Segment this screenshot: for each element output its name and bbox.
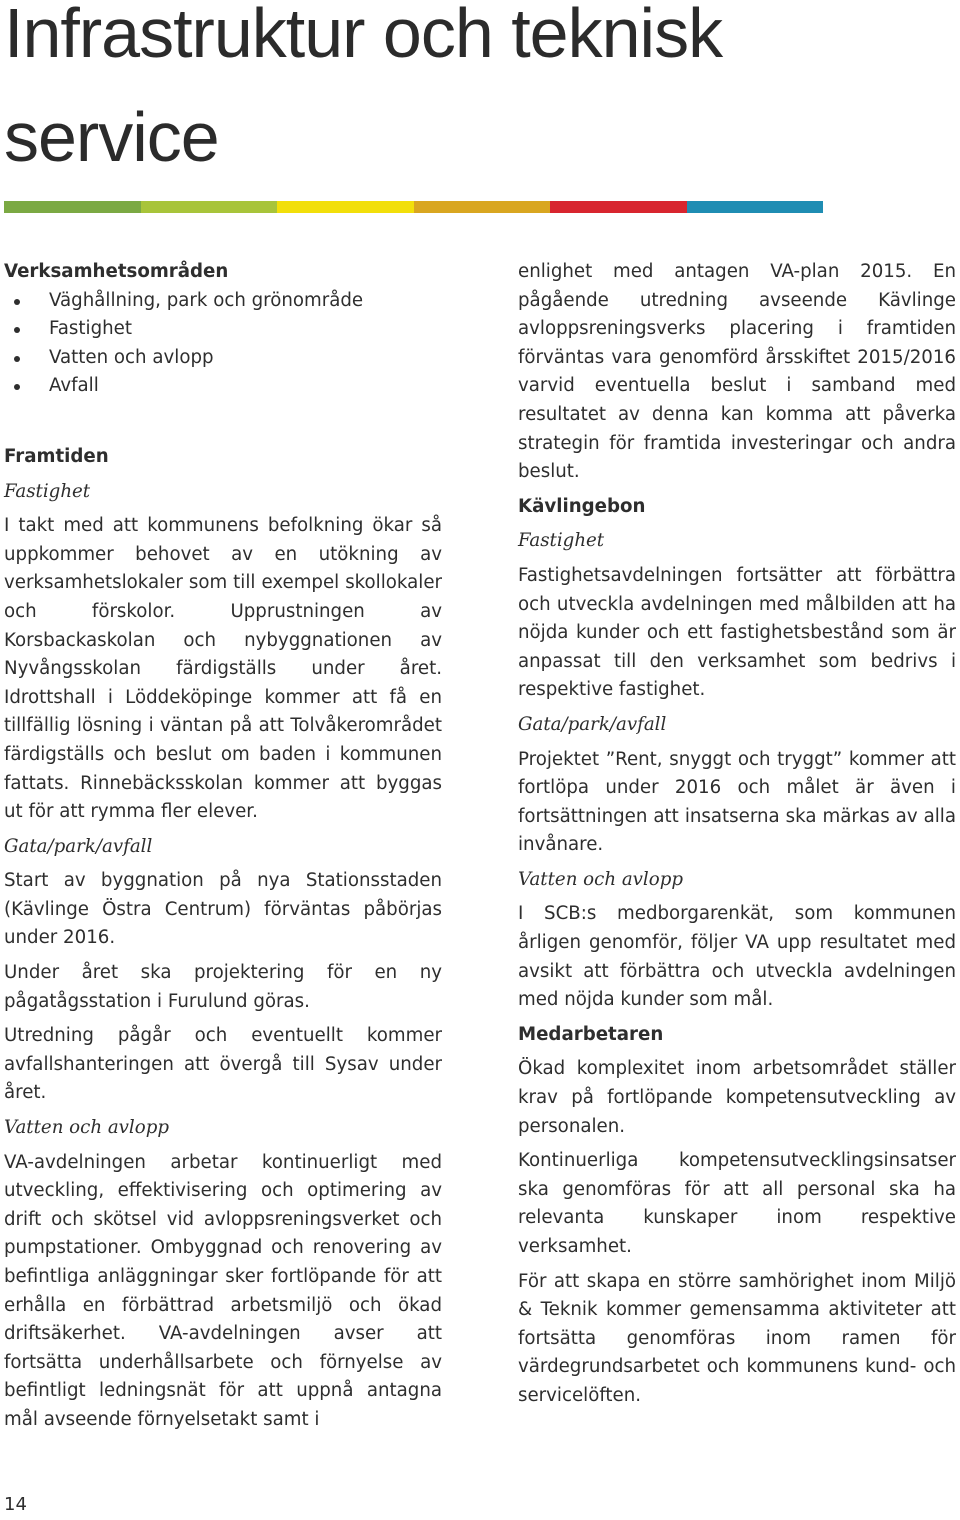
paragraph: Ökad komplexitet inom arbetsområdet ställer krav på fortlöpande kompetensutveckling av personalen. — [518, 1058, 956, 1137]
paragraph: I SCB:s medborgarenkät, som kommunen årligen genomför, följer VA upp resultatet med avsikt att förbättra och utveckla avdelningen med nöjda kunder som mål. — [518, 903, 956, 1011]
paragraph: enlighet med antagen VA-plan 2015. En pågående utredning avseende Kävlinge avloppsreningsverks placering i framtiden förväntas vara genomförd årsskiftet 2015/2016 varvid eventuella beslut i samband med resultatet av denna kan komma att påverka strategin för framtida investeringar och andra beslut. — [518, 261, 956, 483]
list-item: Fastighet — [4, 315, 442, 344]
paragraph: För att skapa en större samhörighet inom Miljö & Teknik kommer gemensamma aktiviteter att fortsätta genomföras inom ramen för värdegrundsarbetet och kommunens kund- och servicelöften. — [518, 1270, 956, 1406]
color-bar-segment — [687, 201, 824, 213]
list-item: Avfall — [4, 372, 442, 401]
page-number: 14 — [4, 1494, 27, 1515]
subheading-vatten: Vatten och avlopp — [518, 868, 683, 890]
color-bar-segment — [141, 201, 278, 213]
paragraph: Under året ska projektering för en ny pågatågsstation i Furulund göras. — [4, 962, 442, 1012]
subheading-fastighet: Fastighet — [4, 480, 91, 502]
paragraph: I takt med att kommunens befolkning ökar så uppkommer behovet av en utökning av verksamhetslokaler som till exempel skollokaler och förskolor. Upprustningen av Korsbackaskolan och nybyggnationen av Nyvångsskolan färdigställs under året. Idrottshall i Löddeköpinge kommer att få en tillfällig lösning i väntan på att Tolvåkerområdet färdigställs och beslut om baden i kommunen fattats. Rinnebäcksskolan kommer att byggas ut för att rymma fler elever. — [4, 515, 442, 823]
subheading-gata: Gata/park/avfall — [4, 835, 153, 857]
kavlingebon-heading: Kävlingebon — [518, 495, 646, 517]
page-title-line-1: Infrastruktur och teknisk — [4, 0, 723, 72]
subheading-fastighet: Fastighet — [518, 530, 605, 552]
paragraph: Start av byggnation på nya Stationsstaden (Kävlinge Östra Centrum) förväntas påbörjas under 2016. — [4, 870, 442, 949]
subheading-vatten: Vatten och avlopp — [4, 1117, 169, 1139]
paragraph: Fastighetsavdelningen fortsätter att förbättra och utveckla avdelningen med målbilden att ha nöjda kunder och ett fastighetsbestånd som är anpassat till den verksamhet som bedrivs i respektive fastighet. — [518, 564, 956, 701]
paragraph: Kontinuerliga kompetensutvecklingsinsatser ska genomföras för att all personal ska ha relevanta kunskaper inom respektive verksamhet. — [518, 1150, 956, 1257]
color-bar-segment — [277, 201, 414, 213]
color-bar-segment — [550, 201, 687, 213]
list-item: Vatten och avlopp — [4, 344, 442, 373]
paragraph: Utredning pågår och eventuellt kommer avfallshanteringen att övergå till Sysav under året. — [4, 1025, 442, 1104]
right-column — [518, 258, 956, 1417]
color-bar — [4, 201, 823, 213]
color-bar-segment — [414, 201, 551, 213]
left-column — [4, 258, 442, 1441]
subheading-gata: Gata/park/avfall — [518, 713, 667, 735]
paragraph: Projektet ”Rent, snyggt och tryggt” kommer att fortlöpa under 2016 och målet är även i fortsättningen att insatserna ska märkas av alla invånare. — [518, 748, 956, 856]
page-title-line-2: service — [4, 98, 219, 176]
future-heading: Framtiden — [4, 445, 109, 467]
color-bar-segment — [4, 201, 141, 213]
areas-list — [4, 287, 442, 401]
medarbetaren-heading: Medarbetaren — [518, 1023, 664, 1045]
areas-heading: Verksamhetsområden — [4, 261, 229, 282]
paragraph: VA-avdelningen arbetar kontinuerligt med utveckling, effektivisering och optimering av drift och skötsel vid avloppsreningsverket och pumpstationer. Ombyggnad och renovering av befintliga anläggningar sker fortlöpande för att erhålla en förbättrad arbetsmiljö och ökad driftsäkerhet. VA-avdelningen avser att fortsätta underhållsarbete och förnyelse av befintligt ledningsnät för att uppnå antagna mål avseende förnyelsetakt samt i — [4, 1151, 442, 1430]
list-item: Väghållning, park och grönområde — [4, 287, 442, 316]
